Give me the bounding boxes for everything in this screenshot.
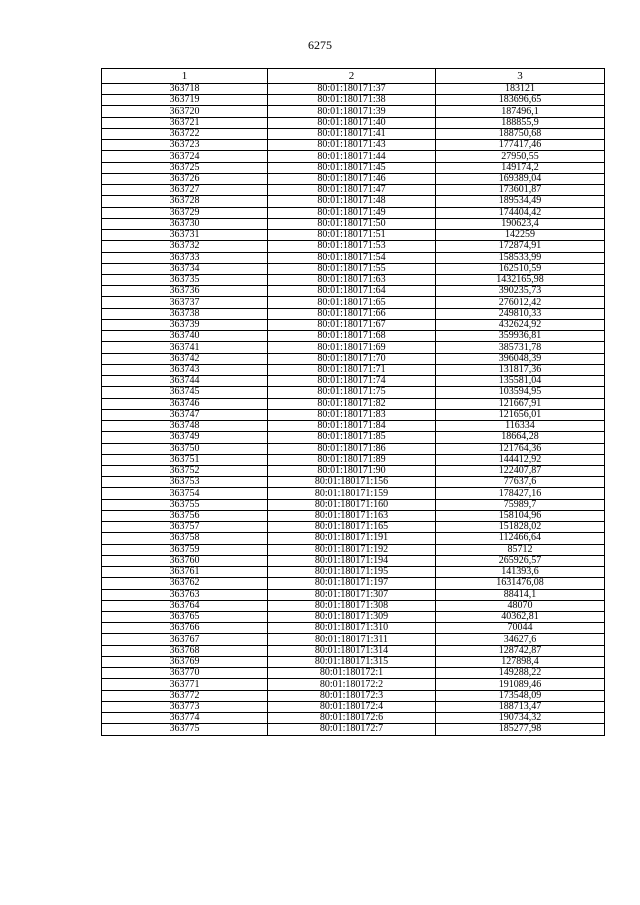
row-number-cell: 363761 bbox=[102, 567, 268, 578]
table-row bbox=[102, 668, 605, 679]
value-cell: 40362,81 bbox=[436, 612, 605, 623]
row-number-cell: 363731 bbox=[102, 230, 268, 241]
column-header-3: 3 bbox=[436, 69, 605, 84]
row-number-cell: 363771 bbox=[102, 679, 268, 690]
value-cell: 172874,91 bbox=[436, 241, 605, 252]
value-cell: 189534,49 bbox=[436, 196, 605, 207]
value-cell: 116334 bbox=[436, 421, 605, 432]
table-row bbox=[102, 252, 605, 263]
row-number-cell: 363748 bbox=[102, 421, 268, 432]
registry-table bbox=[101, 68, 605, 736]
table-row bbox=[102, 230, 605, 241]
row-number-cell: 363757 bbox=[102, 522, 268, 533]
value-cell: 127898,4 bbox=[436, 656, 605, 667]
table-row bbox=[102, 308, 605, 319]
row-number-cell: 363765 bbox=[102, 612, 268, 623]
row-number-cell: 363756 bbox=[102, 510, 268, 521]
cadastral-number-cell: 80:01:180171:308 bbox=[268, 600, 436, 611]
value-cell: 173548,09 bbox=[436, 690, 605, 701]
row-number-cell: 363763 bbox=[102, 589, 268, 600]
value-cell: 149288,22 bbox=[436, 668, 605, 679]
table-row bbox=[102, 510, 605, 521]
table-row bbox=[102, 297, 605, 308]
table-row bbox=[102, 196, 605, 207]
value-cell: 128742,87 bbox=[436, 645, 605, 656]
value-cell: 48070 bbox=[436, 600, 605, 611]
row-number-cell: 363735 bbox=[102, 274, 268, 285]
table-row bbox=[102, 376, 605, 387]
cadastral-number-cell: 80:01:180171:67 bbox=[268, 319, 436, 330]
cadastral-number-cell: 80:01:180171:307 bbox=[268, 589, 436, 600]
cadastral-number-cell: 80:01:180171:48 bbox=[268, 196, 436, 207]
row-number-cell: 363720 bbox=[102, 106, 268, 117]
table-row bbox=[102, 106, 605, 117]
table-header-row bbox=[102, 69, 605, 84]
row-number-cell: 363769 bbox=[102, 656, 268, 667]
cadastral-number-cell: 80:01:180171:86 bbox=[268, 443, 436, 454]
row-number-cell: 363747 bbox=[102, 409, 268, 420]
table-row bbox=[102, 95, 605, 106]
row-number-cell: 363764 bbox=[102, 600, 268, 611]
table-row bbox=[102, 331, 605, 342]
table-row bbox=[102, 578, 605, 589]
cadastral-number-cell: 80:01:180171:55 bbox=[268, 263, 436, 274]
column-header-1: 1 bbox=[102, 69, 268, 84]
cadastral-number-cell: 80:01:180171:69 bbox=[268, 342, 436, 353]
row-number-cell: 363726 bbox=[102, 173, 268, 184]
cadastral-number-cell: 80:01:180171:39 bbox=[268, 106, 436, 117]
value-cell: 191089,46 bbox=[436, 679, 605, 690]
row-number-cell: 363741 bbox=[102, 342, 268, 353]
table-row bbox=[102, 185, 605, 196]
table-row bbox=[102, 151, 605, 162]
row-number-cell: 363732 bbox=[102, 241, 268, 252]
table-row bbox=[102, 286, 605, 297]
table-row bbox=[102, 634, 605, 645]
value-cell: 141393,6 bbox=[436, 567, 605, 578]
cadastral-number-cell: 80:01:180171:68 bbox=[268, 331, 436, 342]
table-row bbox=[102, 162, 605, 173]
table-row bbox=[102, 533, 605, 544]
value-cell: 174404,42 bbox=[436, 207, 605, 218]
value-cell: 190734,32 bbox=[436, 713, 605, 724]
table-row bbox=[102, 398, 605, 409]
cadastral-number-cell: 80:01:180171:74 bbox=[268, 376, 436, 387]
cadastral-number-cell: 80:01:180171:70 bbox=[268, 353, 436, 364]
cadastral-number-cell: 80:01:180171:50 bbox=[268, 218, 436, 229]
cadastral-number-cell: 80:01:180171:63 bbox=[268, 274, 436, 285]
value-cell: 432624,92 bbox=[436, 319, 605, 330]
value-cell: 144412,92 bbox=[436, 454, 605, 465]
cadastral-number-cell: 80:01:180171:191 bbox=[268, 533, 436, 544]
row-number-cell: 363743 bbox=[102, 364, 268, 375]
row-number-cell: 363737 bbox=[102, 297, 268, 308]
table-row bbox=[102, 454, 605, 465]
cadastral-number-cell: 80:01:180171:64 bbox=[268, 286, 436, 297]
table-row bbox=[102, 544, 605, 555]
cadastral-number-cell: 80:01:180171:311 bbox=[268, 634, 436, 645]
row-number-cell: 363723 bbox=[102, 140, 268, 151]
value-cell: 396048,39 bbox=[436, 353, 605, 364]
row-number-cell: 363724 bbox=[102, 151, 268, 162]
cadastral-number-cell: 80:01:180171:49 bbox=[268, 207, 436, 218]
table-row bbox=[102, 432, 605, 443]
row-number-cell: 363739 bbox=[102, 319, 268, 330]
value-cell: 142259 bbox=[436, 230, 605, 241]
row-number-cell: 363775 bbox=[102, 724, 268, 735]
cadastral-number-cell: 80:01:180171:310 bbox=[268, 623, 436, 634]
cadastral-number-cell: 80:01:180171:53 bbox=[268, 241, 436, 252]
row-number-cell: 363754 bbox=[102, 488, 268, 499]
cadastral-number-cell: 80:01:180171:90 bbox=[268, 465, 436, 476]
table-row bbox=[102, 600, 605, 611]
row-number-cell: 363766 bbox=[102, 623, 268, 634]
table-row bbox=[102, 499, 605, 510]
table-row bbox=[102, 679, 605, 690]
table-row bbox=[102, 555, 605, 566]
value-cell: 88414,1 bbox=[436, 589, 605, 600]
table-row bbox=[102, 117, 605, 128]
cadastral-number-cell: 80:01:180171:84 bbox=[268, 421, 436, 432]
row-number-cell: 363738 bbox=[102, 308, 268, 319]
table-row bbox=[102, 623, 605, 634]
row-number-cell: 363744 bbox=[102, 376, 268, 387]
value-cell: 187496,1 bbox=[436, 106, 605, 117]
table-row bbox=[102, 589, 605, 600]
row-number-cell: 363733 bbox=[102, 252, 268, 263]
row-number-cell: 363742 bbox=[102, 353, 268, 364]
row-number-cell: 363762 bbox=[102, 578, 268, 589]
value-cell: 18664,28 bbox=[436, 432, 605, 443]
table-row bbox=[102, 387, 605, 398]
value-cell: 183121 bbox=[436, 84, 605, 95]
row-number-cell: 363774 bbox=[102, 713, 268, 724]
table-row bbox=[102, 612, 605, 623]
value-cell: 276012,42 bbox=[436, 297, 605, 308]
cadastral-number-cell: 80:01:180172:4 bbox=[268, 701, 436, 712]
value-cell: 249810,33 bbox=[436, 308, 605, 319]
cadastral-number-cell: 80:01:180172:3 bbox=[268, 690, 436, 701]
row-number-cell: 363772 bbox=[102, 690, 268, 701]
row-number-cell: 363745 bbox=[102, 387, 268, 398]
row-number-cell: 363727 bbox=[102, 185, 268, 196]
cadastral-number-cell: 80:01:180171:194 bbox=[268, 555, 436, 566]
table-row bbox=[102, 353, 605, 364]
value-cell: 34627,6 bbox=[436, 634, 605, 645]
cadastral-number-cell: 80:01:180171:47 bbox=[268, 185, 436, 196]
row-number-cell: 363722 bbox=[102, 128, 268, 139]
table-row bbox=[102, 522, 605, 533]
value-cell: 121764,36 bbox=[436, 443, 605, 454]
cadastral-number-cell: 80:01:180171:65 bbox=[268, 297, 436, 308]
row-number-cell: 363740 bbox=[102, 331, 268, 342]
value-cell: 121656,01 bbox=[436, 409, 605, 420]
value-cell: 265926,57 bbox=[436, 555, 605, 566]
value-cell: 183696,65 bbox=[436, 95, 605, 106]
row-number-cell: 363767 bbox=[102, 634, 268, 645]
table-row bbox=[102, 409, 605, 420]
row-number-cell: 363755 bbox=[102, 499, 268, 510]
value-cell: 77637,6 bbox=[436, 477, 605, 488]
row-number-cell: 363734 bbox=[102, 263, 268, 274]
row-number-cell: 363729 bbox=[102, 207, 268, 218]
table-row bbox=[102, 488, 605, 499]
cadastral-number-cell: 80:01:180171:82 bbox=[268, 398, 436, 409]
table-row bbox=[102, 713, 605, 724]
cadastral-number-cell: 80:01:180171:51 bbox=[268, 230, 436, 241]
cadastral-number-cell: 80:01:180172:2 bbox=[268, 679, 436, 690]
cadastral-number-cell: 80:01:180171:309 bbox=[268, 612, 436, 623]
table-row bbox=[102, 421, 605, 432]
cadastral-number-cell: 80:01:180171:160 bbox=[268, 499, 436, 510]
cadastral-number-cell: 80:01:180171:44 bbox=[268, 151, 436, 162]
table-row bbox=[102, 477, 605, 488]
cadastral-number-cell: 80:01:180171:314 bbox=[268, 645, 436, 656]
row-number-cell: 363728 bbox=[102, 196, 268, 207]
cadastral-number-cell: 80:01:180171:43 bbox=[268, 140, 436, 151]
value-cell: 185277,98 bbox=[436, 724, 605, 735]
cadastral-number-cell: 80:01:180171:75 bbox=[268, 387, 436, 398]
value-cell: 112466,64 bbox=[436, 533, 605, 544]
row-number-cell: 363758 bbox=[102, 533, 268, 544]
row-number-cell: 363759 bbox=[102, 544, 268, 555]
table-row bbox=[102, 140, 605, 151]
value-cell: 162510,59 bbox=[436, 263, 605, 274]
table-row bbox=[102, 724, 605, 735]
cadastral-number-cell: 80:01:180171:163 bbox=[268, 510, 436, 521]
table-row bbox=[102, 342, 605, 353]
cadastral-number-cell: 80:01:180171:83 bbox=[268, 409, 436, 420]
cadastral-number-cell: 80:01:180171:46 bbox=[268, 173, 436, 184]
table-row bbox=[102, 128, 605, 139]
table-row bbox=[102, 690, 605, 701]
value-cell: 135581,04 bbox=[436, 376, 605, 387]
table-row bbox=[102, 319, 605, 330]
value-cell: 158104,96 bbox=[436, 510, 605, 521]
cadastral-number-cell: 80:01:180171:315 bbox=[268, 656, 436, 667]
cadastral-number-cell: 80:01:180171:195 bbox=[268, 567, 436, 578]
cadastral-number-cell: 80:01:180171:85 bbox=[268, 432, 436, 443]
value-cell: 122407,87 bbox=[436, 465, 605, 476]
value-cell: 1631476,08 bbox=[436, 578, 605, 589]
value-cell: 27950,55 bbox=[436, 151, 605, 162]
table-row bbox=[102, 645, 605, 656]
value-cell: 178427,16 bbox=[436, 488, 605, 499]
value-cell: 121667,91 bbox=[436, 398, 605, 409]
value-cell: 1432165,98 bbox=[436, 274, 605, 285]
table-row bbox=[102, 84, 605, 95]
cadastral-number-cell: 80:01:180171:89 bbox=[268, 454, 436, 465]
row-number-cell: 363751 bbox=[102, 454, 268, 465]
value-cell: 359936,81 bbox=[436, 331, 605, 342]
table-row bbox=[102, 274, 605, 285]
table-row bbox=[102, 656, 605, 667]
value-cell: 390235,73 bbox=[436, 286, 605, 297]
row-number-cell: 363752 bbox=[102, 465, 268, 476]
value-cell: 70044 bbox=[436, 623, 605, 634]
row-number-cell: 363773 bbox=[102, 701, 268, 712]
cadastral-number-cell: 80:01:180171:45 bbox=[268, 162, 436, 173]
value-cell: 149174,2 bbox=[436, 162, 605, 173]
row-number-cell: 363719 bbox=[102, 95, 268, 106]
cadastral-number-cell: 80:01:180171:41 bbox=[268, 128, 436, 139]
table-row bbox=[102, 364, 605, 375]
cadastral-number-cell: 80:01:180171:165 bbox=[268, 522, 436, 533]
value-cell: 385731,78 bbox=[436, 342, 605, 353]
row-number-cell: 363750 bbox=[102, 443, 268, 454]
table-body bbox=[102, 84, 605, 736]
cadastral-number-cell: 80:01:180172:7 bbox=[268, 724, 436, 735]
value-cell: 188750,68 bbox=[436, 128, 605, 139]
cadastral-number-cell: 80:01:180171:38 bbox=[268, 95, 436, 106]
cadastral-number-cell: 80:01:180171:54 bbox=[268, 252, 436, 263]
row-number-cell: 363753 bbox=[102, 477, 268, 488]
page-number: 6275 bbox=[308, 38, 332, 52]
value-cell: 103594,95 bbox=[436, 387, 605, 398]
cadastral-number-cell: 80:01:180171:197 bbox=[268, 578, 436, 589]
value-cell: 151828,02 bbox=[436, 522, 605, 533]
row-number-cell: 363770 bbox=[102, 668, 268, 679]
table-row bbox=[102, 218, 605, 229]
value-cell: 190623,4 bbox=[436, 218, 605, 229]
row-number-cell: 363730 bbox=[102, 218, 268, 229]
value-cell: 75989,7 bbox=[436, 499, 605, 510]
row-number-cell: 363725 bbox=[102, 162, 268, 173]
value-cell: 85712 bbox=[436, 544, 605, 555]
value-cell: 188855,9 bbox=[436, 117, 605, 128]
table-row bbox=[102, 465, 605, 476]
cadastral-number-cell: 80:01:180172:1 bbox=[268, 668, 436, 679]
value-cell: 177417,46 bbox=[436, 140, 605, 151]
cadastral-number-cell: 80:01:180171:192 bbox=[268, 544, 436, 555]
table-row bbox=[102, 173, 605, 184]
row-number-cell: 363768 bbox=[102, 645, 268, 656]
row-number-cell: 363760 bbox=[102, 555, 268, 566]
table-row bbox=[102, 567, 605, 578]
value-cell: 158533,99 bbox=[436, 252, 605, 263]
row-number-cell: 363721 bbox=[102, 117, 268, 128]
cadastral-number-cell: 80:01:180171:156 bbox=[268, 477, 436, 488]
row-number-cell: 363736 bbox=[102, 286, 268, 297]
value-cell: 188713,47 bbox=[436, 701, 605, 712]
value-cell: 169389,04 bbox=[436, 173, 605, 184]
column-header-2: 2 bbox=[268, 69, 436, 84]
cadastral-number-cell: 80:01:180171:159 bbox=[268, 488, 436, 499]
table-row bbox=[102, 207, 605, 218]
cadastral-number-cell: 80:01:180171:66 bbox=[268, 308, 436, 319]
value-cell: 173601,87 bbox=[436, 185, 605, 196]
value-cell: 131817,36 bbox=[436, 364, 605, 375]
table-row bbox=[102, 443, 605, 454]
cadastral-number-cell: 80:01:180171:37 bbox=[268, 84, 436, 95]
row-number-cell: 363718 bbox=[102, 84, 268, 95]
table-row bbox=[102, 701, 605, 712]
cadastral-number-cell: 80:01:180172:6 bbox=[268, 713, 436, 724]
row-number-cell: 363746 bbox=[102, 398, 268, 409]
cadastral-number-cell: 80:01:180171:71 bbox=[268, 364, 436, 375]
table-row bbox=[102, 263, 605, 274]
cadastral-number-cell: 80:01:180171:40 bbox=[268, 117, 436, 128]
row-number-cell: 363749 bbox=[102, 432, 268, 443]
table-row bbox=[102, 241, 605, 252]
